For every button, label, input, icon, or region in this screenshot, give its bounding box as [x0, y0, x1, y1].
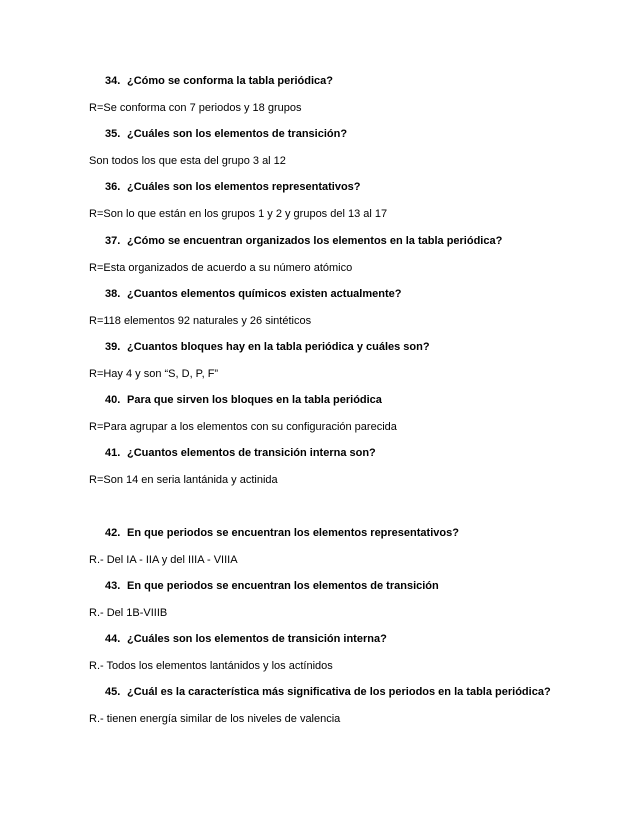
question-43 — [105, 579, 439, 593]
question-44 — [105, 632, 387, 646]
question-41 — [105, 446, 376, 460]
question-text: ¿Cuantos elementos de transición interna son? — [127, 447, 376, 459]
answer-44: R.- Todos los elementos lantánidos y los actínidos — [89, 660, 333, 672]
answer-42: R.- Del IA - IIA y del IIIA - VIIIA — [89, 554, 238, 566]
question-number: 39. — [105, 341, 121, 353]
question-45 — [105, 685, 551, 699]
question-number: 37. — [105, 235, 121, 247]
question-number: 40. — [105, 394, 121, 406]
answer-45: R.- tienen energía similar de los niveles de valencia — [89, 713, 341, 725]
question-text: ¿Cómo se encuentran organizados los elementos en la tabla periódica? — [127, 235, 503, 247]
question-number: 36. — [105, 181, 121, 193]
question-36 — [105, 180, 361, 194]
answer-38: R=118 elementos 92 naturales y 26 sintéticos — [89, 315, 312, 327]
question-number: 34. — [105, 75, 121, 87]
answer-36: R=Son lo que están en los grupos 1 y 2 y grupos del 13 al 17 — [89, 208, 388, 220]
question-number: 41. — [105, 447, 121, 459]
question-number: 35. — [105, 128, 121, 140]
answer-35: Son todos los que esta del grupo 3 al 12 — [89, 155, 286, 167]
question-35 — [105, 127, 347, 141]
question-39 — [105, 340, 430, 354]
question-38 — [105, 287, 401, 301]
question-text: ¿Cuáles son los elementos de transición interna? — [127, 633, 387, 645]
question-40 — [105, 393, 382, 407]
question-34 — [105, 74, 333, 88]
question-text: ¿Cuantos elementos químicos existen actualmente? — [127, 288, 402, 300]
question-42 — [105, 526, 459, 540]
question-text: ¿Cómo se conforma la tabla periódica? — [127, 75, 333, 87]
question-text: ¿Cuáles son los elementos de transición? — [127, 128, 348, 140]
question-number: 45. — [105, 686, 121, 698]
question-number: 38. — [105, 288, 121, 300]
question-text: ¿Cuál es la característica más significativa de los periodos en la tabla periódica? — [127, 686, 551, 698]
question-number: 44. — [105, 633, 121, 645]
question-text: En que periodos se encuentran los elementos de transición — [127, 580, 439, 592]
question-text: En que periodos se encuentran los elementos representativos? — [127, 527, 459, 539]
question-number: 43. — [105, 580, 121, 592]
question-number: 42. — [105, 527, 121, 539]
answer-43: R.- Del 1B-VIIIB — [89, 607, 168, 619]
question-37 — [105, 234, 502, 248]
answer-41: R=Son 14 en seria lantánida y actinida — [89, 474, 278, 486]
question-text: Para que sirven los bloques en la tabla periódica — [127, 394, 382, 406]
question-text: ¿Cuantos bloques hay en la tabla periódica y cuáles son? — [127, 341, 430, 353]
answer-37: R=Esta organizados de acuerdo a su número atómico — [89, 262, 353, 274]
answer-39: R=Hay 4 y son “S, D, P, F” — [89, 368, 219, 380]
answer-34: R=Se conforma con 7 periodos y 18 grupos — [89, 102, 302, 114]
answer-40: R=Para agrupar a los elementos con su configuración parecida — [89, 421, 397, 433]
question-text: ¿Cuáles son los elementos representativos? — [127, 181, 361, 193]
